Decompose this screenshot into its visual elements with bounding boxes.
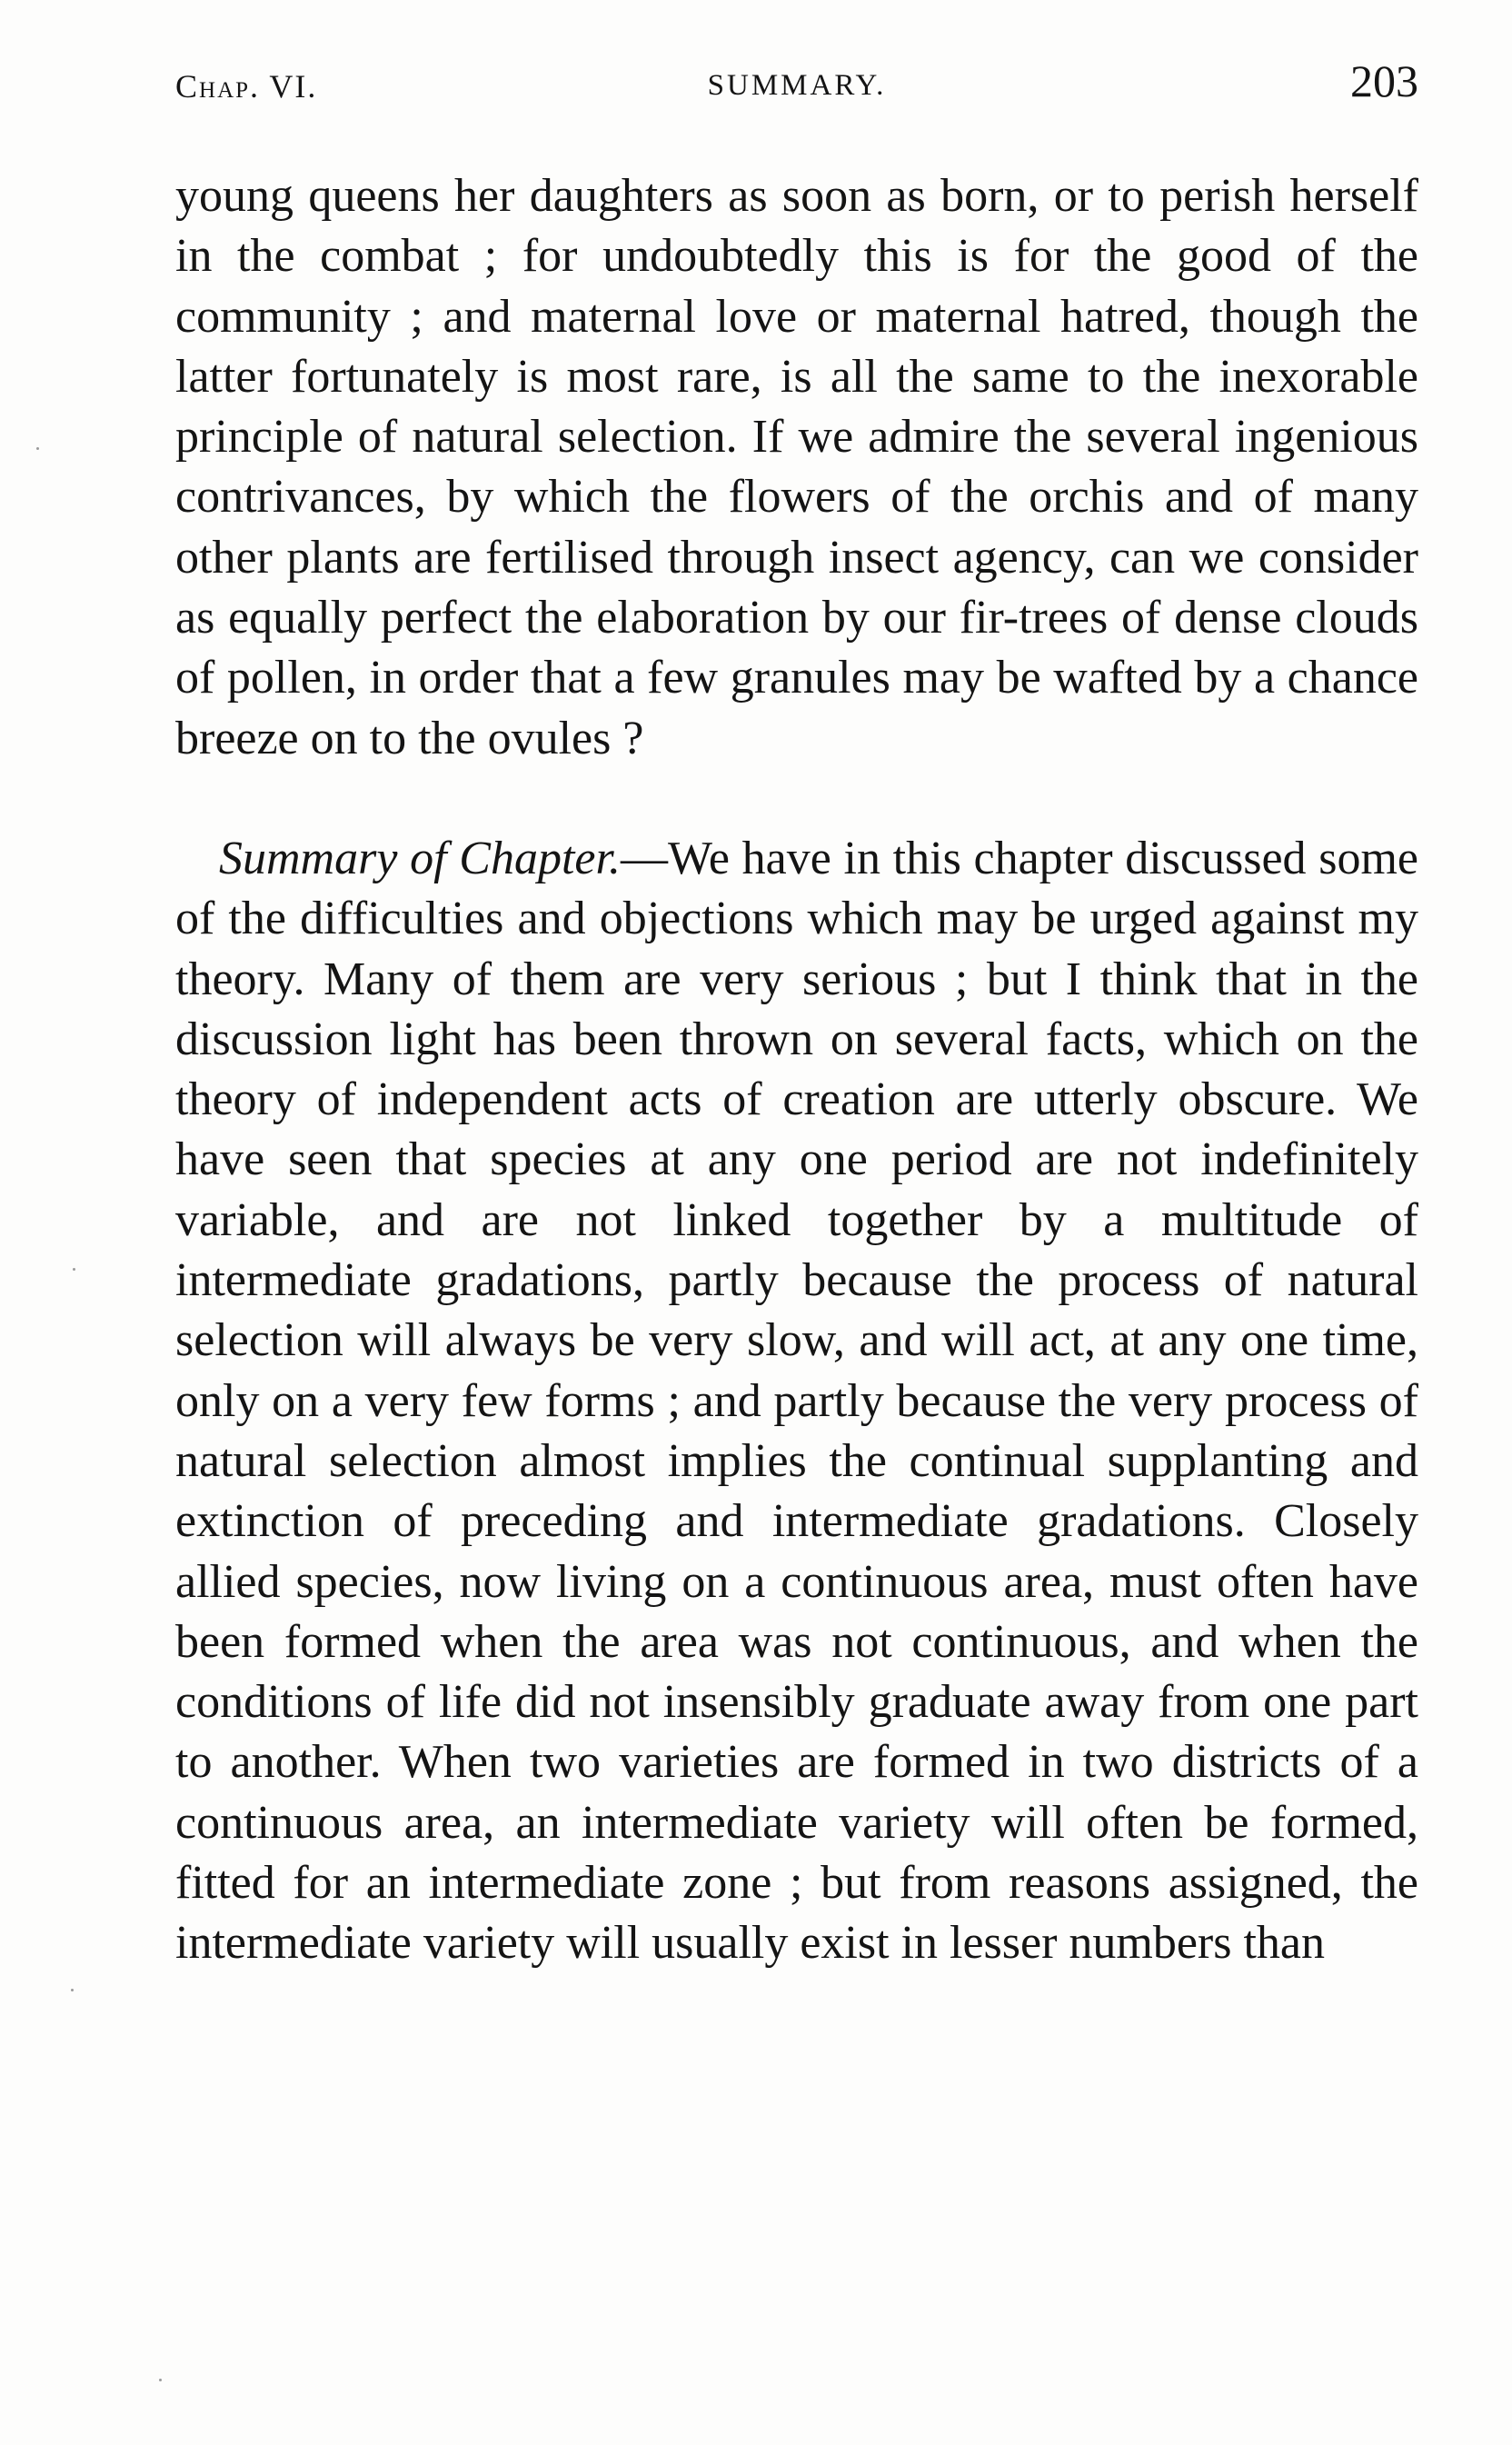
running-head <box>175 55 1418 109</box>
summary-heading: Summary of Chapter. <box>219 832 621 884</box>
section-title: SUMMARY. <box>707 69 887 102</box>
chapter-label: Chap. VI. <box>175 68 318 105</box>
summary-paragraph <box>175 829 1418 1974</box>
paper-speck <box>73 1268 75 1271</box>
paper-speck <box>36 447 39 450</box>
page-number: 203 <box>1350 55 1418 106</box>
summary-body: —We have in this chapter discussed some of the difficulties and objections which may be urged against my theory. Many of them are very serious ; but I think that in the discussion light has been thrown on several facts, which on the theory of independent acts of creation are utterly obscure. We have seen that species at any one period are not indefinitely variable, and are not linked together by a multitude of intermediate gradations, partly because the process of natural selection will always be very slow, and will act, at any one time, only on a very few forms ; and partly because the very process of natural selection almost implies the continual supplanting and extinction of preceding and intermediate gradations. Closely allied species, now living on a continuous area, must often have been formed when the area was not continuous, and when the conditions of life did not insensibly graduate away from one part to another. When two varieties are formed in two districts of a continuous area, an intermediate variety will often be formed, fitted for an intermediate zone ; but from reasons assigned, the intermediate variety will usually exist in lesser numbers than <box>175 832 1418 1970</box>
paper-speck <box>71 1989 74 1991</box>
continuation-paragraph: young queens her daughters as soon as born, or to perish herself in the combat ; for undoubtedly this is for the good of the community ; and maternal love or maternal hatred, though the latter fortunately is most rare, is all the same to the inexorable principle of natural selection. If we admire the several ingenious contrivances, by which the flowers of the orchis and of many other plants are fertilised through insect agency, can we consider as equally perfect the elaboration by our fir-trees of dense clouds of pollen, in order that a few granules may be wafted by a chance breeze on to the ovules ? <box>175 170 1418 764</box>
body-text <box>175 166 1418 1974</box>
paper-speck <box>159 2379 162 2381</box>
